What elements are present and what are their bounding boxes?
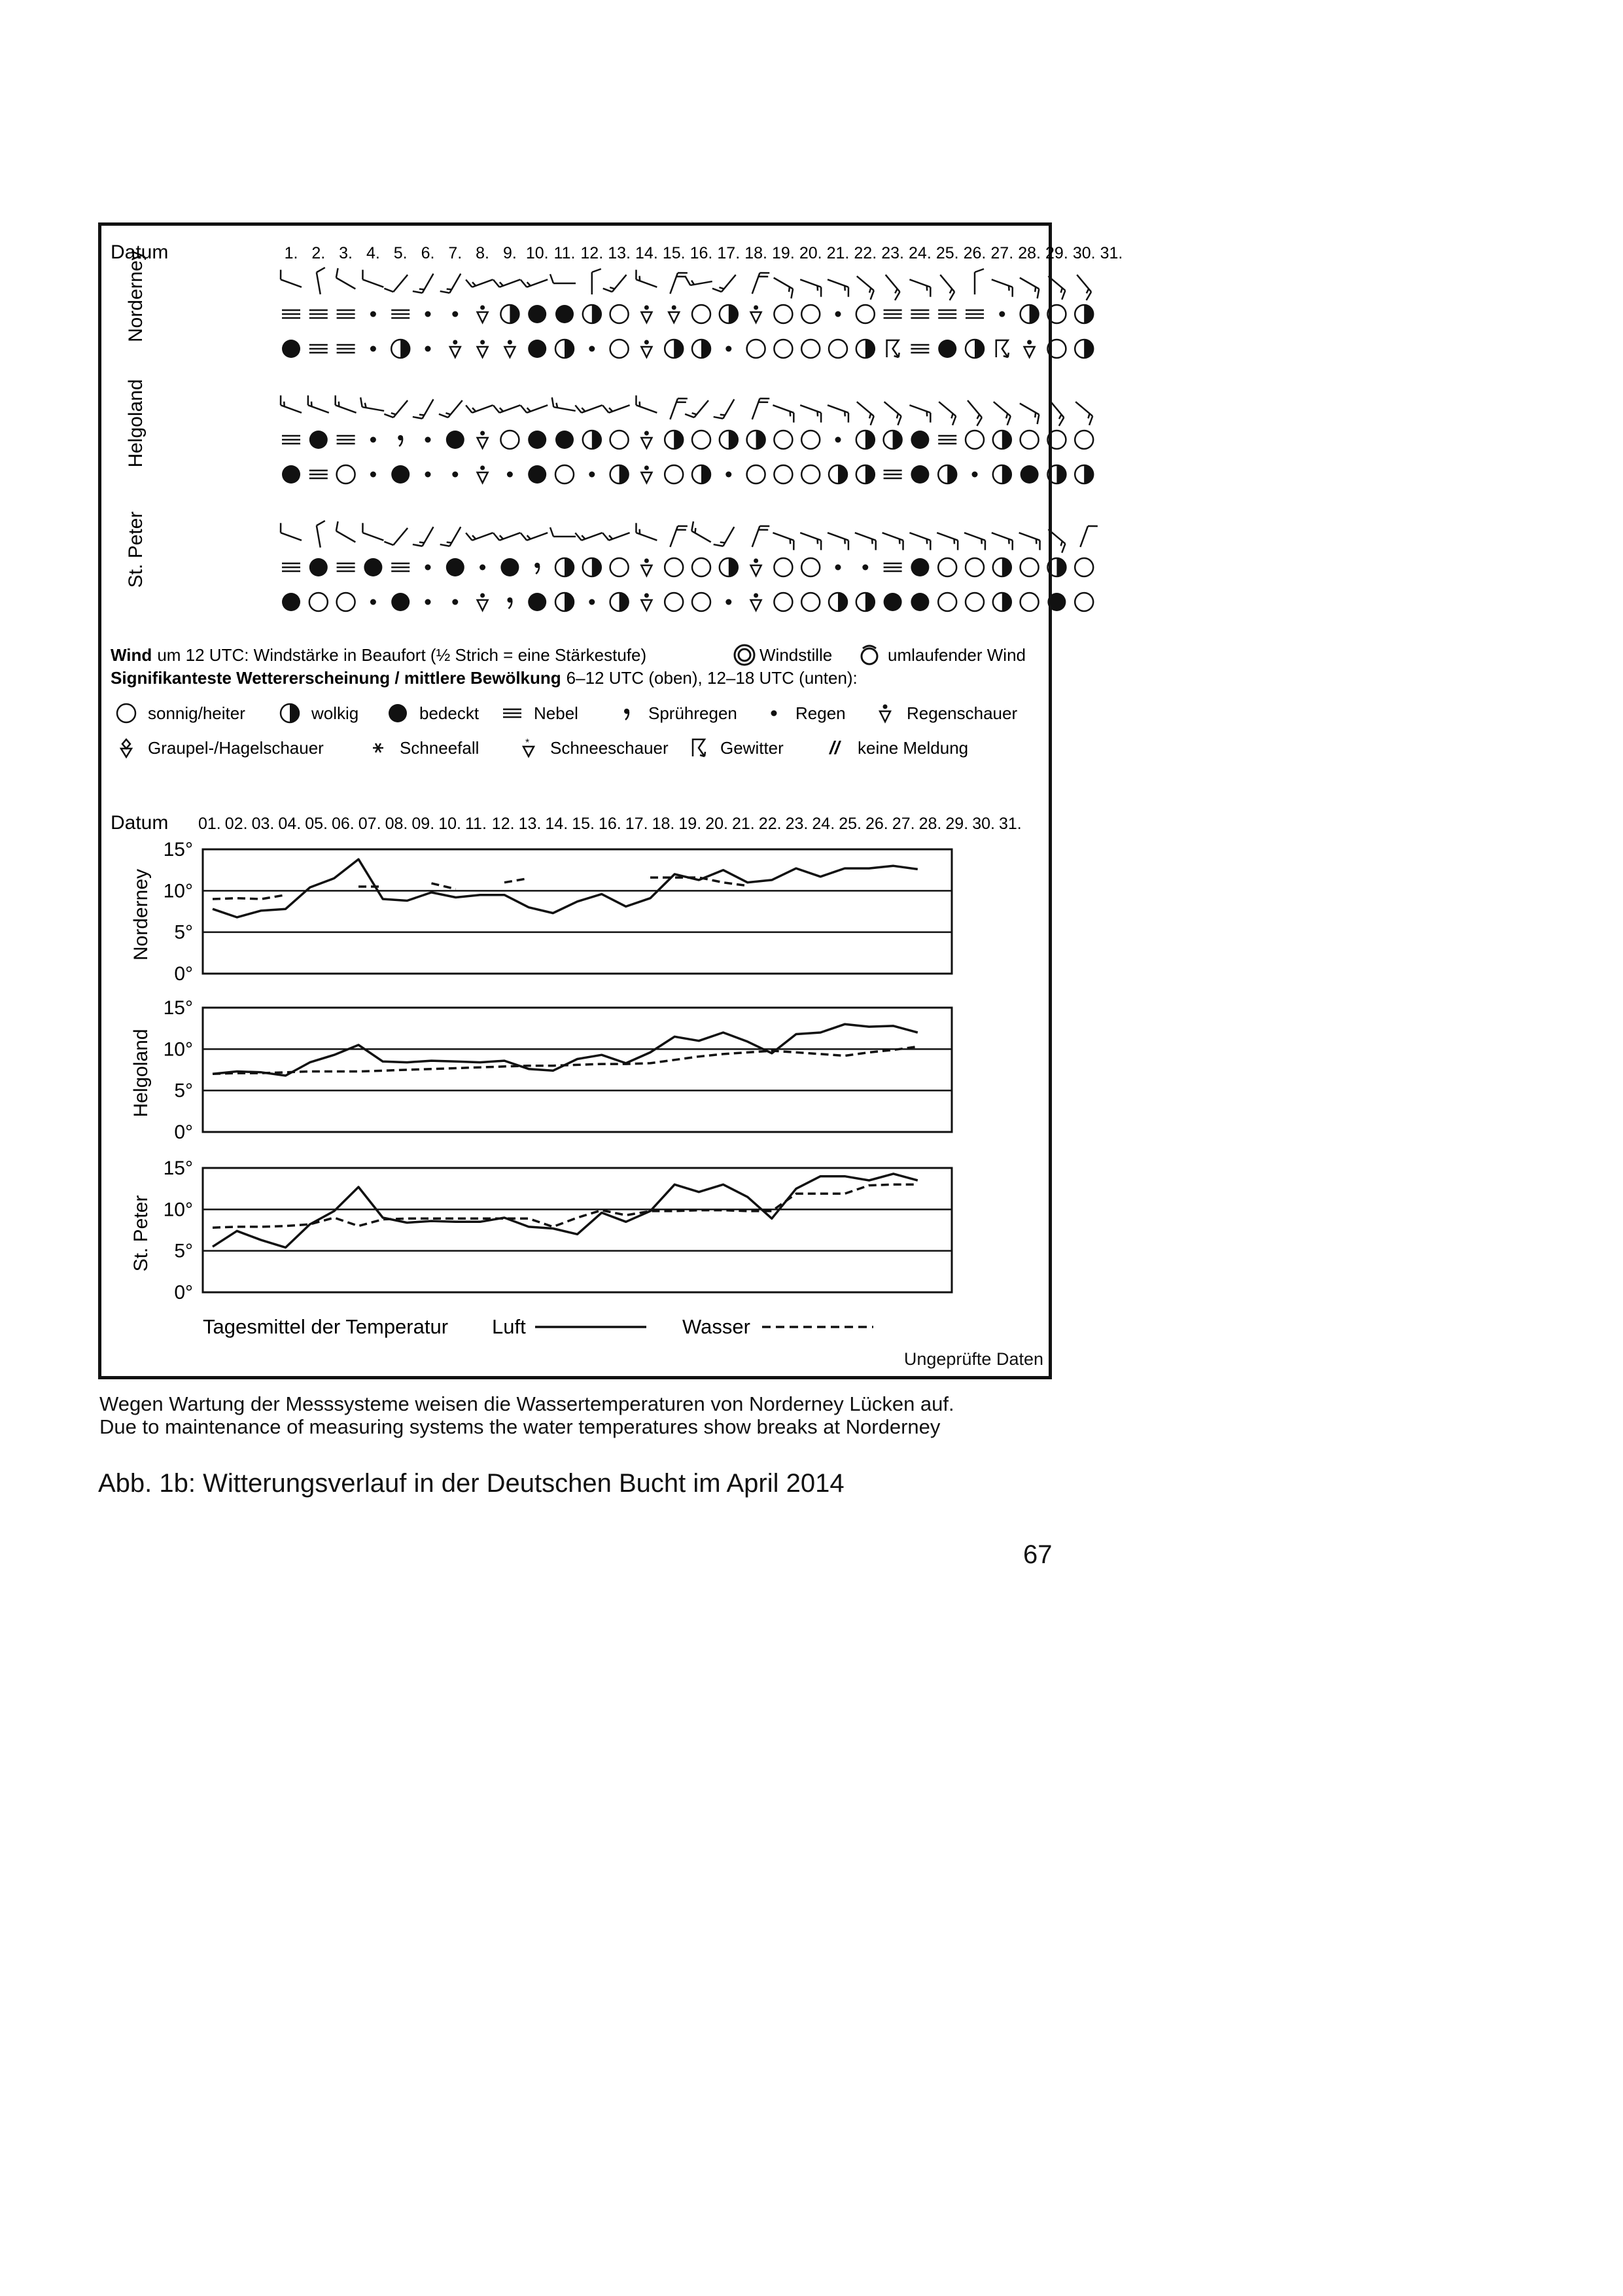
symbol-day-label: 10.: [525, 244, 549, 262]
symbol-day-label: 21.: [826, 244, 850, 262]
symbol-day-label: 9.: [502, 244, 517, 262]
legend-hail-shower-label: Graupel-/Hagelschauer: [148, 738, 324, 758]
weather-sunny-icon: [1047, 431, 1066, 449]
wind-barb-icon: [1049, 400, 1064, 426]
weather-cloudy-icon: [1075, 305, 1093, 323]
symbol-day-label: 27.: [990, 244, 1014, 262]
temp-panel: [130, 839, 952, 985]
temp-y-tick: 15°: [163, 839, 193, 860]
symbol-day-label: 14.: [635, 244, 658, 262]
temperature-chart: [101, 226, 1049, 1377]
symbol-day-label: 5.: [393, 244, 408, 262]
symbol-day-label: 29.: [1045, 244, 1068, 262]
temp-y-tick: 0°: [174, 1122, 193, 1143]
symbol-day-label: 25.: [935, 244, 959, 262]
temp-legend-label: Tagesmittel der Temperatur: [203, 1315, 449, 1338]
temp-y-tick: 0°: [174, 1282, 193, 1303]
temp-day-label: 25.: [839, 815, 862, 833]
temp-y-tick: 0°: [174, 963, 193, 985]
station-label: Helgoland: [125, 379, 147, 468]
temp-y-tick: 15°: [163, 1157, 193, 1179]
air-temp-line: [213, 1024, 918, 1076]
legend-snow-shower-label: Schneeschauer: [550, 738, 669, 758]
temp-day-label: 13.: [518, 815, 542, 833]
temp-day-label: 27.: [892, 815, 915, 833]
temp-panel-frame: [203, 1168, 952, 1292]
temp-day-label: 31.: [999, 815, 1022, 833]
symbol-day-label: 22.: [854, 244, 877, 262]
legend-water-label: Wasser: [682, 1315, 750, 1338]
temp-day-label: 19.: [678, 815, 702, 833]
temp-legend: [203, 1315, 873, 1338]
temp-day-label: 07.: [358, 815, 381, 833]
figure-title: Abb. 1b: Witterungsverlauf in der Deutschen Bucht im April 2014: [98, 1469, 845, 1498]
weather-figure: [98, 222, 1123, 1379]
temp-day-label: 02.: [224, 815, 248, 833]
wind-barb-icon: [1048, 529, 1065, 553]
temp-day-labels: [198, 815, 1022, 833]
page-number: 67: [1023, 1540, 1053, 1569]
symbol-datum-label: Datum: [111, 241, 169, 263]
weather-sunny-icon: [1047, 305, 1066, 323]
weather-cloudy-icon: [1075, 340, 1093, 358]
symbol-day-label: 4.: [366, 244, 380, 262]
legend-cloudy-label: wolkig: [311, 703, 359, 723]
legend-wind-bold: Wind: [111, 645, 152, 665]
symbol-day-label: 19.: [772, 244, 795, 262]
temp-y-tick: 5°: [174, 921, 193, 944]
temp-day-label: 10.: [438, 815, 461, 833]
temp-day-label: 18.: [652, 815, 675, 833]
legend-drizzle-label: Sprühregen: [648, 703, 737, 723]
temp-day-label: 04.: [278, 815, 302, 833]
symbol-day-label: 8.: [476, 244, 490, 262]
temp-day-label: 30.: [972, 815, 995, 833]
temp-panel: [130, 997, 952, 1143]
svg-text:*: *: [525, 737, 530, 749]
legend-sunny-label: sonnig/heiter: [148, 703, 245, 723]
legend-variable: umlaufender Wind: [888, 645, 1026, 665]
temp-y-tick: 5°: [174, 1240, 193, 1262]
symbol-day-label: 31.: [1100, 244, 1123, 262]
temp-day-label: 15.: [572, 815, 595, 833]
temp-panel: [130, 1157, 952, 1303]
symbol-day-label: 23.: [881, 244, 904, 262]
caption-german: Wegen Wartung der Messsysteme weisen die Wassertemperaturen von Norderney Lücken auf.: [99, 1392, 954, 1415]
water-temp-line: [213, 1184, 918, 1227]
legend-weather-times: 6–12 UTC (oben), 12–18 UTC (unten):: [566, 668, 858, 688]
wind-barb-icon: [1048, 276, 1065, 300]
legend-fog-label: Nebel: [534, 703, 578, 723]
legend-calm: Windstille: [759, 645, 833, 665]
symbol-day-label: 30.: [1072, 244, 1096, 262]
weather-sunny-icon: [1047, 340, 1066, 358]
temp-day-label: 16.: [599, 815, 621, 833]
temp-day-label: 22.: [758, 815, 782, 833]
wind-barb-icon: [1080, 526, 1097, 547]
station-label: Norderney: [125, 250, 147, 343]
legend-rain-shower-label: Regenschauer: [907, 703, 1018, 723]
temp-day-label: 11.: [465, 815, 487, 833]
legend-weather-bold: Signifikanteste Wettererscheinung / mittlere Bewölkung: [111, 668, 561, 688]
station-label: St. Peter: [125, 511, 147, 588]
weather-overcast-icon: [1047, 593, 1066, 611]
legend-rain-label: Regen: [795, 703, 846, 723]
symbol-day-label: 1.: [284, 244, 298, 262]
temp-day-label: 29.: [945, 815, 969, 833]
wind-barb-icon: [1075, 402, 1092, 425]
symbol-day-label: 2.: [311, 244, 326, 262]
symbol-day-label: 7.: [448, 244, 462, 262]
temp-day-label: 24.: [812, 815, 835, 833]
legend-air-label: Luft: [492, 1315, 526, 1338]
temp-panel-frame: [203, 849, 952, 974]
temp-day-label: 01.: [198, 815, 221, 833]
temp-day-label: 06.: [332, 815, 355, 833]
symbol-day-label: 26.: [963, 244, 986, 262]
symbol-day-label: 6.: [421, 244, 435, 262]
symbol-day-label: 13.: [608, 244, 631, 262]
svg-text://: //: [829, 737, 840, 758]
temp-day-label: 14.: [545, 815, 568, 833]
symbol-day-label: 15.: [662, 244, 686, 262]
legend-no-report-label: keine Meldung: [858, 738, 969, 758]
symbol-day-label: 11.: [553, 244, 576, 262]
symbol-day-label: 24.: [909, 244, 932, 262]
temp-day-label: 05.: [305, 815, 328, 833]
temp-y-tick: 10°: [163, 880, 193, 902]
weather-cloudy-icon: [1047, 558, 1066, 576]
air-temp-line: [213, 859, 918, 917]
symbol-day-label: 3.: [339, 244, 353, 262]
temp-station-label: Norderney: [130, 868, 152, 961]
weather-sunny-icon: [1075, 431, 1093, 449]
temp-day-label: 12.: [491, 815, 515, 833]
air-temp-line: [213, 1174, 918, 1248]
temp-day-label: 03.: [251, 815, 275, 833]
temp-y-tick: 10°: [163, 1199, 193, 1221]
temp-y-tick: 10°: [163, 1038, 193, 1061]
temp-day-label: 08.: [385, 815, 408, 833]
weather-cloudy-icon: [1075, 465, 1093, 484]
symbol-day-label: 20.: [799, 244, 822, 262]
symbol-day-label: 18.: [744, 244, 767, 262]
temp-station-label: St. Peter: [130, 1195, 152, 1272]
weather-cloudy-icon: [1047, 465, 1066, 484]
legend-thunder-label: Gewitter: [720, 738, 784, 758]
legend-snow-label: Schneefall: [400, 738, 480, 758]
caption-english: Due to maintenance of measuring systems the water temperatures show breaks at Norderney: [99, 1415, 941, 1438]
temp-day-label: 28.: [918, 815, 942, 833]
weather-sunny-icon: [1075, 593, 1093, 611]
legend-wind-text: um 12 UTC: Windstärke in Beaufort (½ Strich = eine Stärkestufe): [157, 645, 647, 665]
wind-barb-icon: [1077, 275, 1091, 300]
symbol-day-label: 12.: [580, 244, 604, 262]
unverified-note: Ungeprüfte Daten: [903, 1349, 1043, 1369]
temp-panels: [130, 839, 952, 1303]
symbol-day-label: 16.: [689, 244, 713, 262]
temp-day-label: 23.: [785, 815, 809, 833]
legend-overcast-label: bedeckt: [419, 703, 480, 723]
symbol-day-label: 28.: [1018, 244, 1041, 262]
temp-day-label: 21.: [732, 815, 755, 833]
symbol-day-label: 17.: [717, 244, 741, 262]
temp-day-label: 09.: [411, 815, 435, 833]
temp-day-label: 17.: [625, 815, 648, 833]
temp-day-label: 20.: [705, 815, 728, 833]
temp-datum-label: Datum: [111, 812, 169, 834]
temp-station-label: Helgoland: [130, 1029, 152, 1118]
temp-y-tick: 5°: [174, 1080, 193, 1102]
weather-sunny-icon: [1075, 558, 1093, 576]
temp-y-tick: 15°: [163, 997, 193, 1019]
temp-day-label: 26.: [865, 815, 888, 833]
